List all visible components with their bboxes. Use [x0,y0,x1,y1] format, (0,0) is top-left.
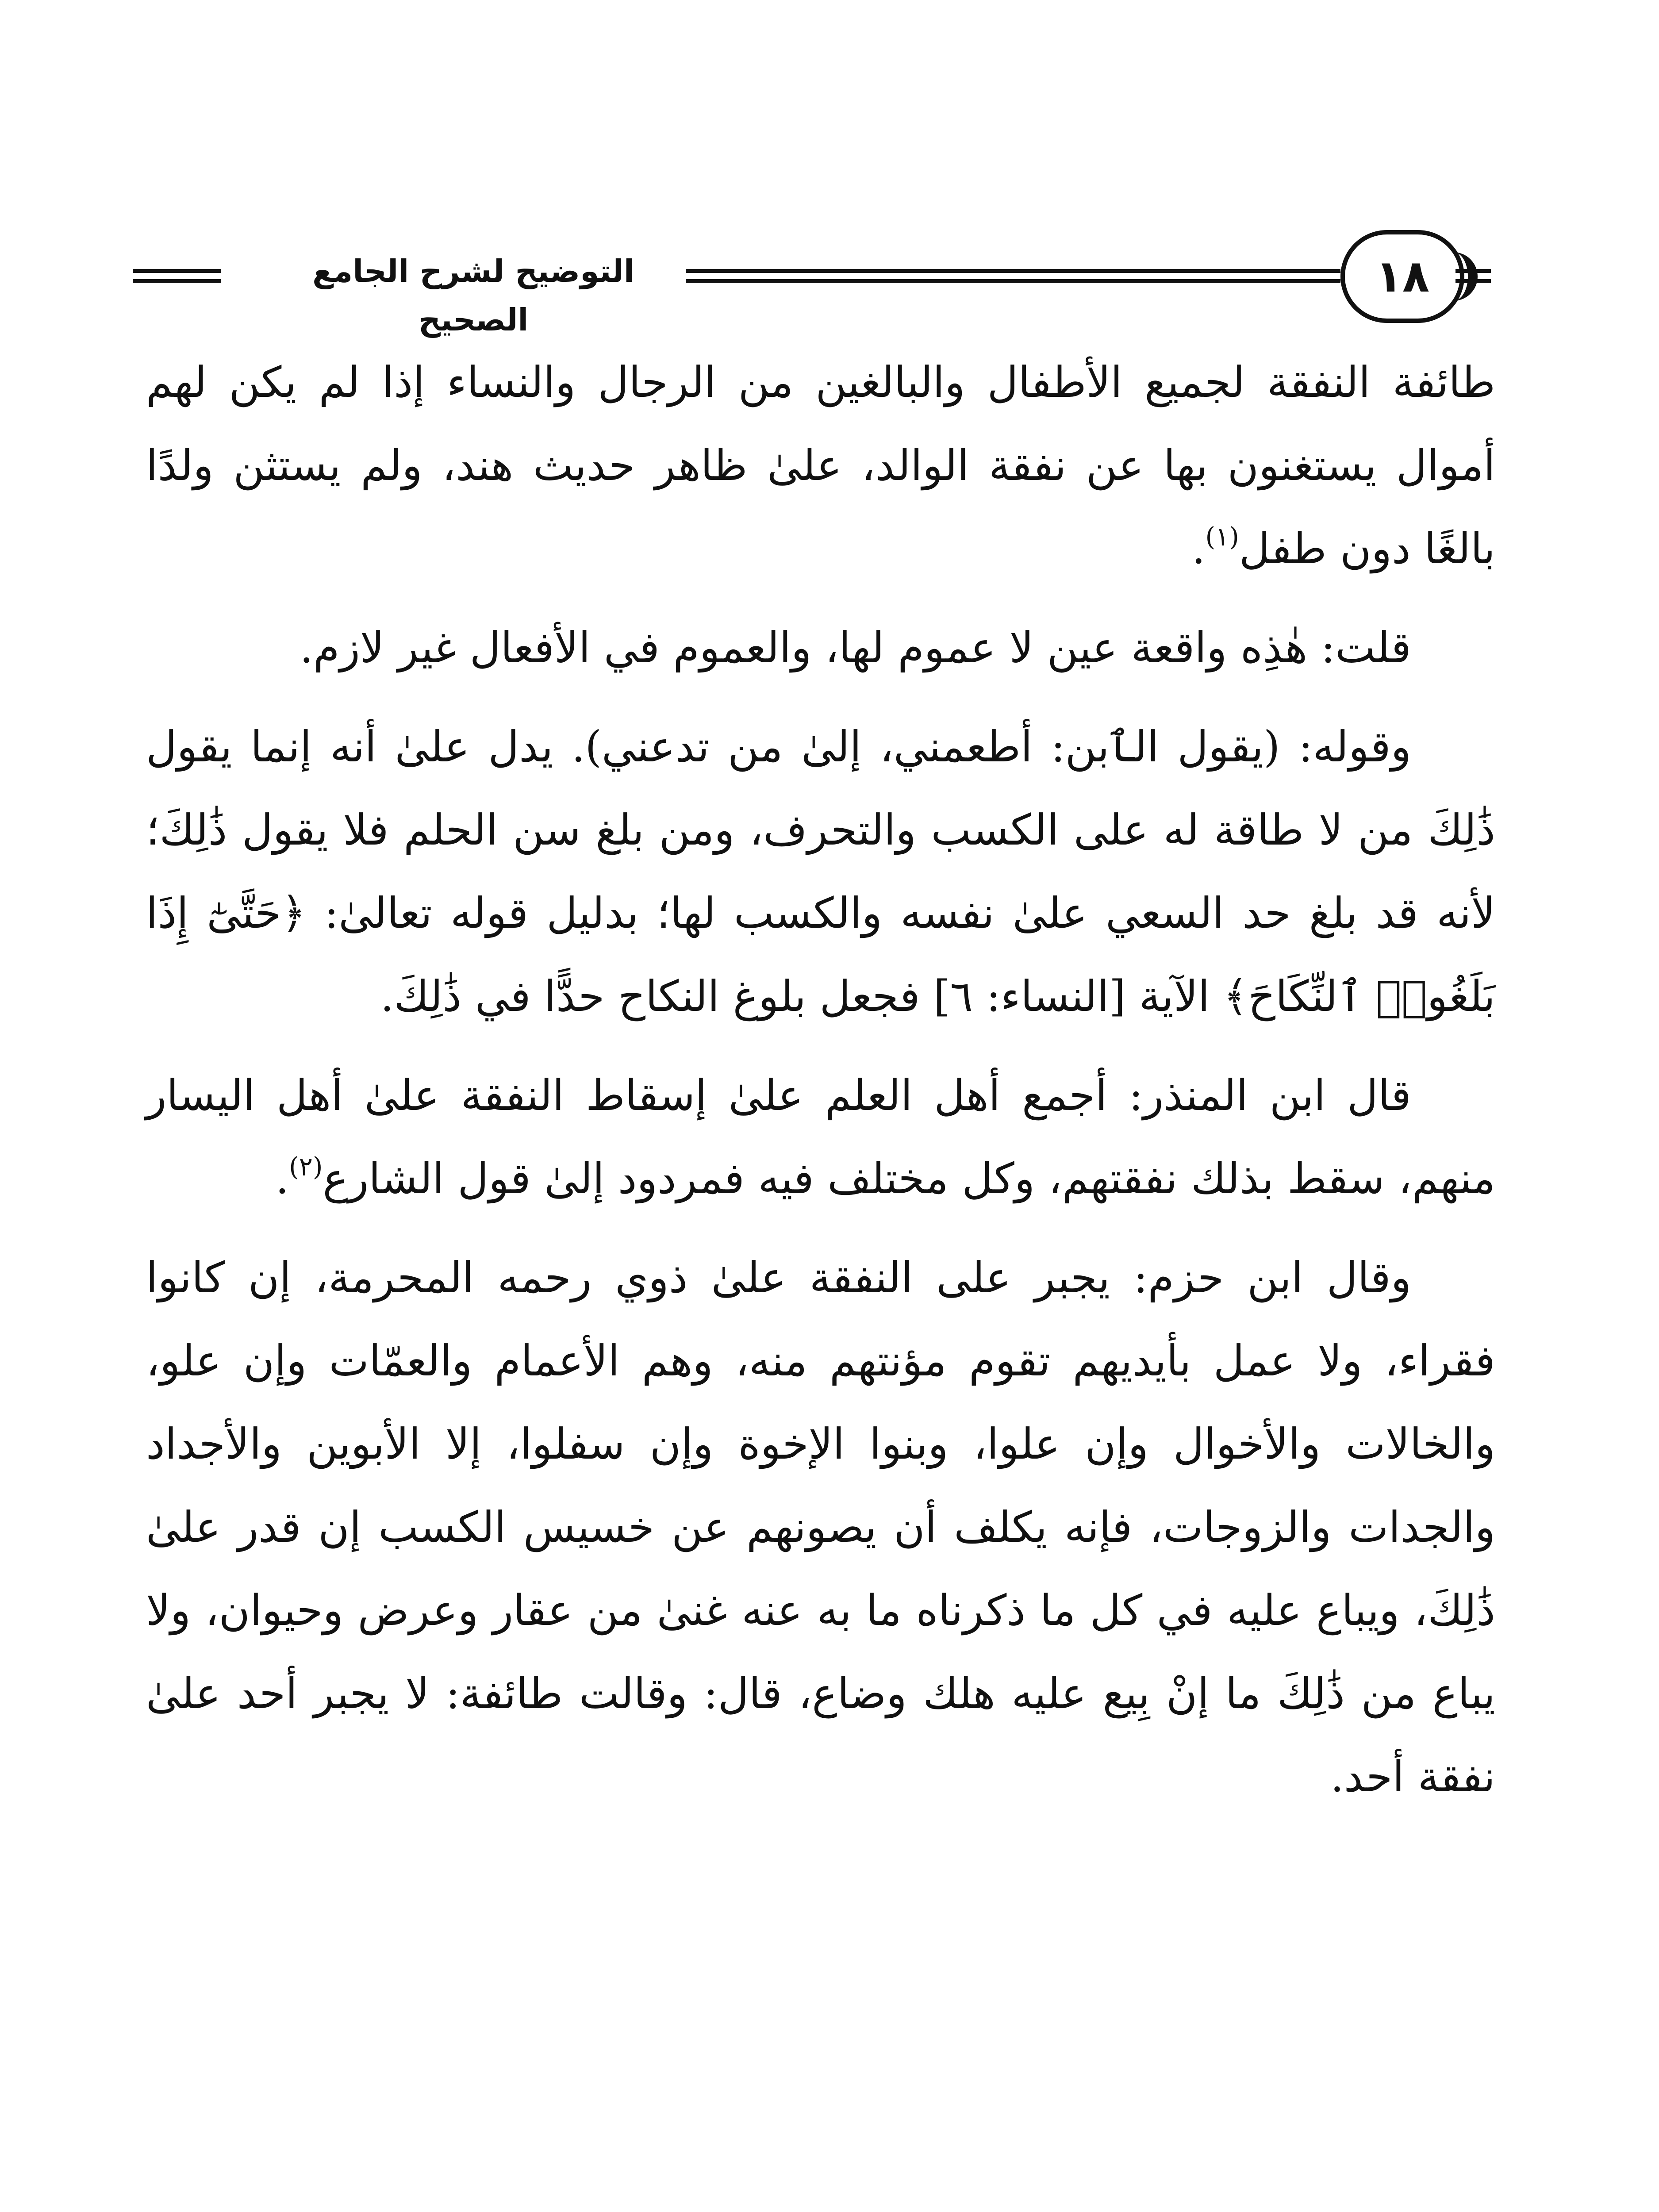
footnote-reference: (٢) [289,1152,323,1182]
page-number-badge [1340,230,1464,323]
paragraph [146,705,1495,1038]
header-rule-middle [686,269,1340,283]
page-number: ١٨ [1375,250,1430,302]
paragraph [146,606,1495,689]
main-text [146,341,1495,1834]
footnote-reference: (١) [1205,522,1239,552]
paragraph-text: قلت: هٰذِه واقعة عين لا عموم لها، والعموم في الأفعال غير لازم. [300,623,1411,672]
paragraph [146,341,1495,590]
running-title: التوضيح لشرح الجامع الصحيح [312,253,634,338]
paragraph-text: طائفة النفقة لجميع الأطفال والبالغين من الرجال والنساء إذا لم يكن لهم أموال يستغنون بها عن نفقة الوالد، علىٰ ظاهر حديث هند، ولم يستثن ولدًا بالغًا دون طفل [146,357,1495,573]
header-rule-right [1455,269,1491,283]
running-header [133,230,1491,338]
paragraph-end: . [275,1154,289,1203]
paragraph-text: وقوله: (يقول الٱبن: أطعمني، إلىٰ من تدعني). يدل علىٰ أنه إنما يقول ذَٰلِكَ من لا طاقة له على الكسب والتحرف، ومن بلغ سن الحلم فلا يقول ذَٰلِكَ؛ لأنه قد بلغ حد السعي علىٰ نفسه والكسب لها؛ بدليل قوله تعالىٰ: ﴿حَتَّىٰٓ إِذَا بَلَغُوا۟ ٱلنِّكَاحَ﴾ الآية [النساء: ٦] فجعل بلوغ النكاح حدًّا في ذَٰلِكَ. [146,722,1495,1021]
paragraph [146,1054,1495,1220]
header-rule-left [133,269,221,283]
paragraph-text: قال ابن المنذر: أجمع أهل العلم علىٰ إسقاط النفقة علىٰ أهل اليسار منهم، سقط بذلك نفقتهم، وكل مختلف فيه فمردود إلىٰ قول الشارع [146,1071,1495,1203]
paragraph [146,1236,1495,1818]
paragraph-text: وقال ابن حزم: يجبر على النفقة علىٰ ذوي رحمه المحرمة، إن كانوا فقراء، ولا عمل بأيديهم تقوم مؤنتهم منه، وهم الأعمام والعمّات وإن علو، والخالات والأخوال وإن علوا، وبنوا الإخوة وإن سفلوا، إلا الأبوين والأجداد والجدات والزوجات، فإنه يكلف أن يصونهم عن خسيس الكسب إن قدر علىٰ ذَٰلِكَ، ويباع عليه في كل ما ذكرناه ما به عنه غنىٰ من عقار وعرض وحيوان، ولا يباع من ذَٰلِكَ ما إنْ بِيع عليه هلك وضاع، قال: وقالت طائفة: لا يجبر أحد علىٰ نفقة أحد. [146,1253,1496,1801]
paragraph-end: . [1191,524,1206,573]
